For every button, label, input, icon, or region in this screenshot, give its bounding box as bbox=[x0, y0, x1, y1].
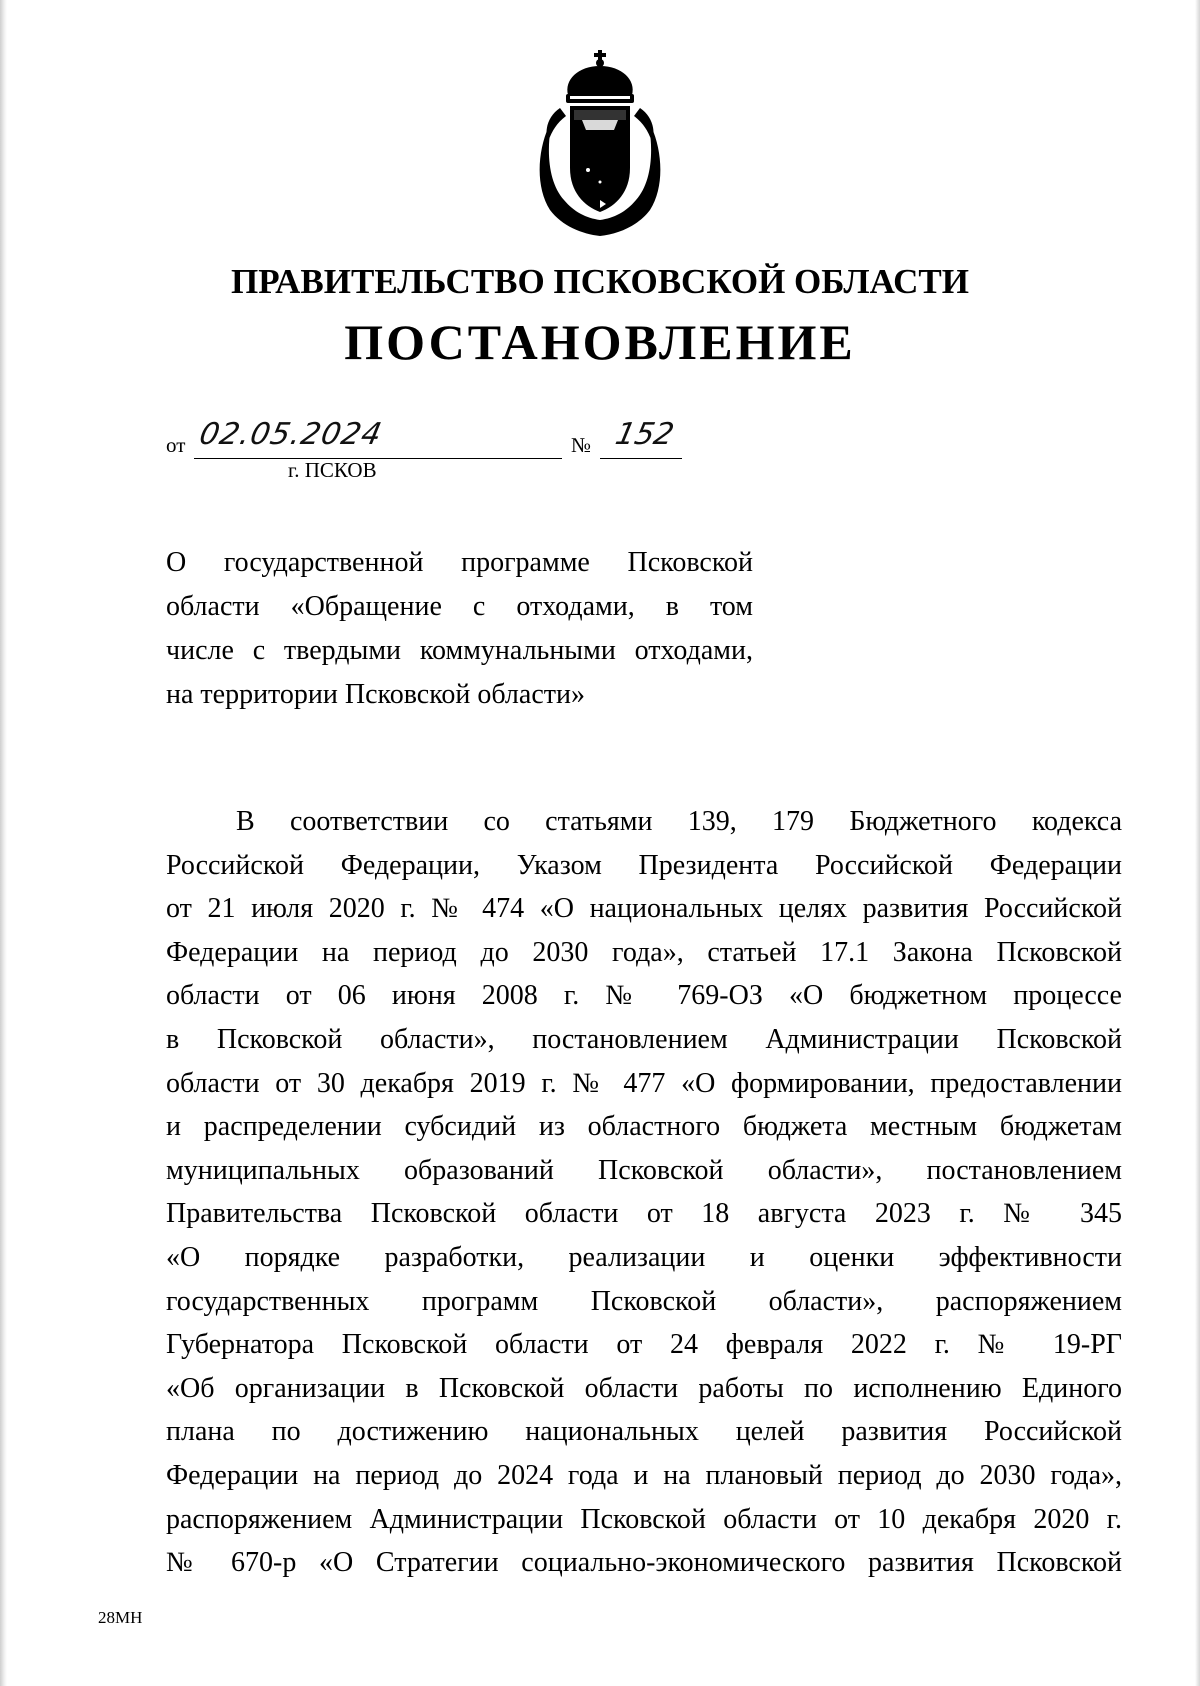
document-type: ПОСТАНОВЛЕНИЕ bbox=[344, 314, 856, 370]
body-line: государственных программ Псковской области», распоряжением bbox=[166, 1285, 1122, 1317]
coat-of-arms-icon bbox=[530, 50, 670, 240]
body-line: муниципальных образований Псковской области», постановлением bbox=[166, 1154, 1122, 1186]
government-title: ПРАВИТЕЛЬСТВО ПСКОВСКОЙ ОБЛАСТИ bbox=[231, 262, 969, 301]
body-line: В соответствии со статьями 139, 179 Бюджетного кодекса bbox=[236, 806, 1122, 837]
body-line: от 21 июля 2020 г. № 474 «О национальных целях развития Российской bbox=[166, 893, 1122, 925]
number-underline bbox=[600, 458, 682, 459]
body-line: Правительства Псковской области от 18 августа 2023 г. № 345 bbox=[166, 1198, 1122, 1230]
subject-line: О государственной программе Псковской bbox=[166, 547, 753, 578]
number-value-handwritten: 152 bbox=[612, 417, 677, 452]
scan-edge-right bbox=[1195, 0, 1200, 1686]
body-line: плана по достижению национальных целей развития Российской bbox=[166, 1416, 1122, 1448]
scan-edge-left bbox=[0, 0, 7, 1686]
body-line: области от 30 декабря 2019 г. № 477 «О формировании, предоставлении bbox=[166, 1067, 1122, 1099]
body-line: «О порядке разработки, реализации и оценки эффективности bbox=[166, 1241, 1122, 1273]
date-value-handwritten: 02.05.2024 bbox=[196, 417, 386, 452]
body-line: Губернатора Псковской области от 24 февраля 2022 г. № 19-РГ bbox=[166, 1329, 1122, 1361]
body-line: распоряжением Администрации Псковской области от 10 декабря 2020 г. bbox=[166, 1503, 1122, 1535]
number-label: № bbox=[571, 433, 592, 457]
body-line: области от 06 июня 2008 г. № 769-ОЗ «О бюджетном процессе bbox=[166, 980, 1122, 1012]
body-line: Российской Федерации, Указом Президента Российской Федерации bbox=[166, 849, 1122, 881]
date-label: от bbox=[166, 433, 186, 457]
body-line: в Псковской области», постановлением Администрации Псковской bbox=[166, 1023, 1122, 1055]
subject-line: на территории Псковской области» bbox=[166, 679, 585, 710]
body-line: Федерации на период до 2030 года», статьей 17.1 Закона Псковской bbox=[166, 936, 1122, 968]
city-label: г. ПСКОВ bbox=[288, 458, 377, 482]
crown-icon bbox=[566, 50, 634, 103]
body-line: «Об организации в Псковской области работы по исполнению Единого bbox=[166, 1372, 1122, 1404]
body-line: № 670-р «О Стратегии социально-экономического развития Псковской bbox=[166, 1547, 1122, 1579]
document-body bbox=[166, 800, 1122, 1585]
subject-line: числе с твердыми коммунальными отходами, bbox=[166, 635, 753, 666]
subject-line: области «Обращение с отходами, в том bbox=[166, 591, 753, 622]
body-line: Федерации на период до 2024 года и на плановый период до 2030 года», bbox=[166, 1459, 1122, 1491]
footer-code: 28МН bbox=[98, 1608, 143, 1627]
body-line: и распределении субсидий из областного бюджета местным бюджетам bbox=[166, 1111, 1122, 1143]
date-underline bbox=[194, 458, 562, 459]
document-subject bbox=[166, 541, 753, 717]
